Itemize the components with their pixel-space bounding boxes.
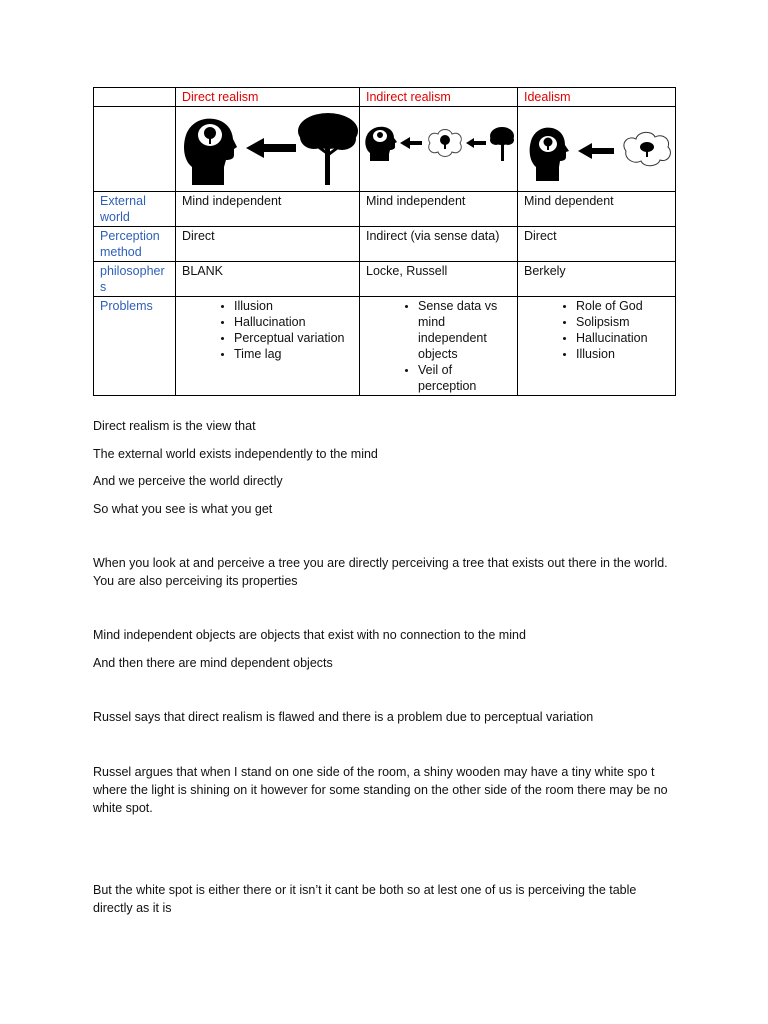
paragraph: Russel says that direct realism is flawed and there is a problem due to perceptual variation [93,710,594,724]
table-image-row [94,107,676,192]
problems-indirect-cell [360,297,518,396]
header-empty-cell [94,88,176,107]
left-arrow-icon [578,143,614,159]
list-item: • Illusion [234,298,353,314]
problems-direct-cell [176,297,360,396]
problems-idealism-cell [518,297,676,396]
list-item: • Perceptual variation [234,330,353,346]
direct-realism-illustration-cell [176,107,360,192]
thought-cloud-icon [624,132,671,165]
paragraph: So what you see is what you get [93,502,273,516]
idealism-illustration [518,107,675,191]
list-item: • Veil of perception [418,362,511,394]
indirect-realism-illustration [360,107,517,191]
header-idealism: Idealism [518,88,676,107]
head-with-brain-icon [365,127,397,161]
paragraph: Russel argues that when I stand on one side of the room, a shiny wooden may have a tiny white spo t where the light is shining on it however for some standing on the other side of the room there may be no white spot. [93,765,668,815]
row-label-text: philosophers [100,264,165,294]
list-item: • Time lag [234,346,353,362]
paragraph: And we perceive the world directly [93,474,283,488]
paragraph: The external world exists independently to the mind [93,447,378,461]
left-arrow-icon [400,137,422,149]
list-item: • Illusion [576,346,669,362]
idealism-illustration-cell [518,107,676,192]
list-item: • Hallucination [576,330,669,346]
list-item: • Role of God [576,298,669,314]
problems-idealism-list [524,298,669,362]
table-cell: Locke, Russell [360,262,518,297]
direct-realism-illustration [176,107,359,191]
tree-icon [490,127,514,161]
table-cell: Direct [176,227,360,262]
table-row [94,262,676,297]
row-label-philosophers [94,262,176,297]
table-cell: Direct [518,227,676,262]
table-row [94,227,676,262]
table-row [94,297,676,396]
head-with-brain-icon [184,119,237,185]
paragraph: Mind independent objects are objects that exist with no connection to the mind [93,628,526,642]
table-cell: Indirect (via sense data) [360,227,518,262]
problems-indirect-list [366,298,511,394]
head-with-brain-icon [530,128,569,181]
paragraph: But the white spot is either there or it isn’t it cant be both so at lest one of us is perceiving the table directly as it is [93,883,637,915]
left-arrow-icon [466,138,486,148]
paragraph: Direct realism is the view that [93,419,256,433]
table-cell: Mind independent [360,192,518,227]
comparison-table [93,87,676,396]
table-header-row [94,88,676,107]
table-cell: Berkely [518,262,676,297]
row-label-external-world: External world [94,192,176,227]
list-item: • Sense data vs mind independent objects [418,298,511,362]
problems-direct-list [182,298,353,362]
table-cell: BLANK [176,262,360,297]
left-arrow-icon [246,138,296,158]
header-direct-realism: Direct realism [176,88,360,107]
table-row [94,192,676,227]
paragraph: When you look at and perceive a tree you are directly perceiving a tree that exists out there in the world. You are also perceiving its properties [93,556,668,588]
list-item: • Solipsism [576,314,669,330]
row-label-perception-method: Perception method [94,227,176,262]
tree-icon [298,113,358,185]
paragraph: And then there are mind dependent objects [93,656,333,670]
indirect-realism-illustration-cell [360,107,518,192]
list-item: • Hallucination [234,314,353,330]
image-empty-cell [94,107,176,192]
header-indirect-realism: Indirect realism [360,88,518,107]
table-cell: Mind dependent [518,192,676,227]
row-label-problems: Problems [94,297,176,396]
thought-cloud-icon [429,130,462,157]
table-cell: Mind independent [176,192,360,227]
